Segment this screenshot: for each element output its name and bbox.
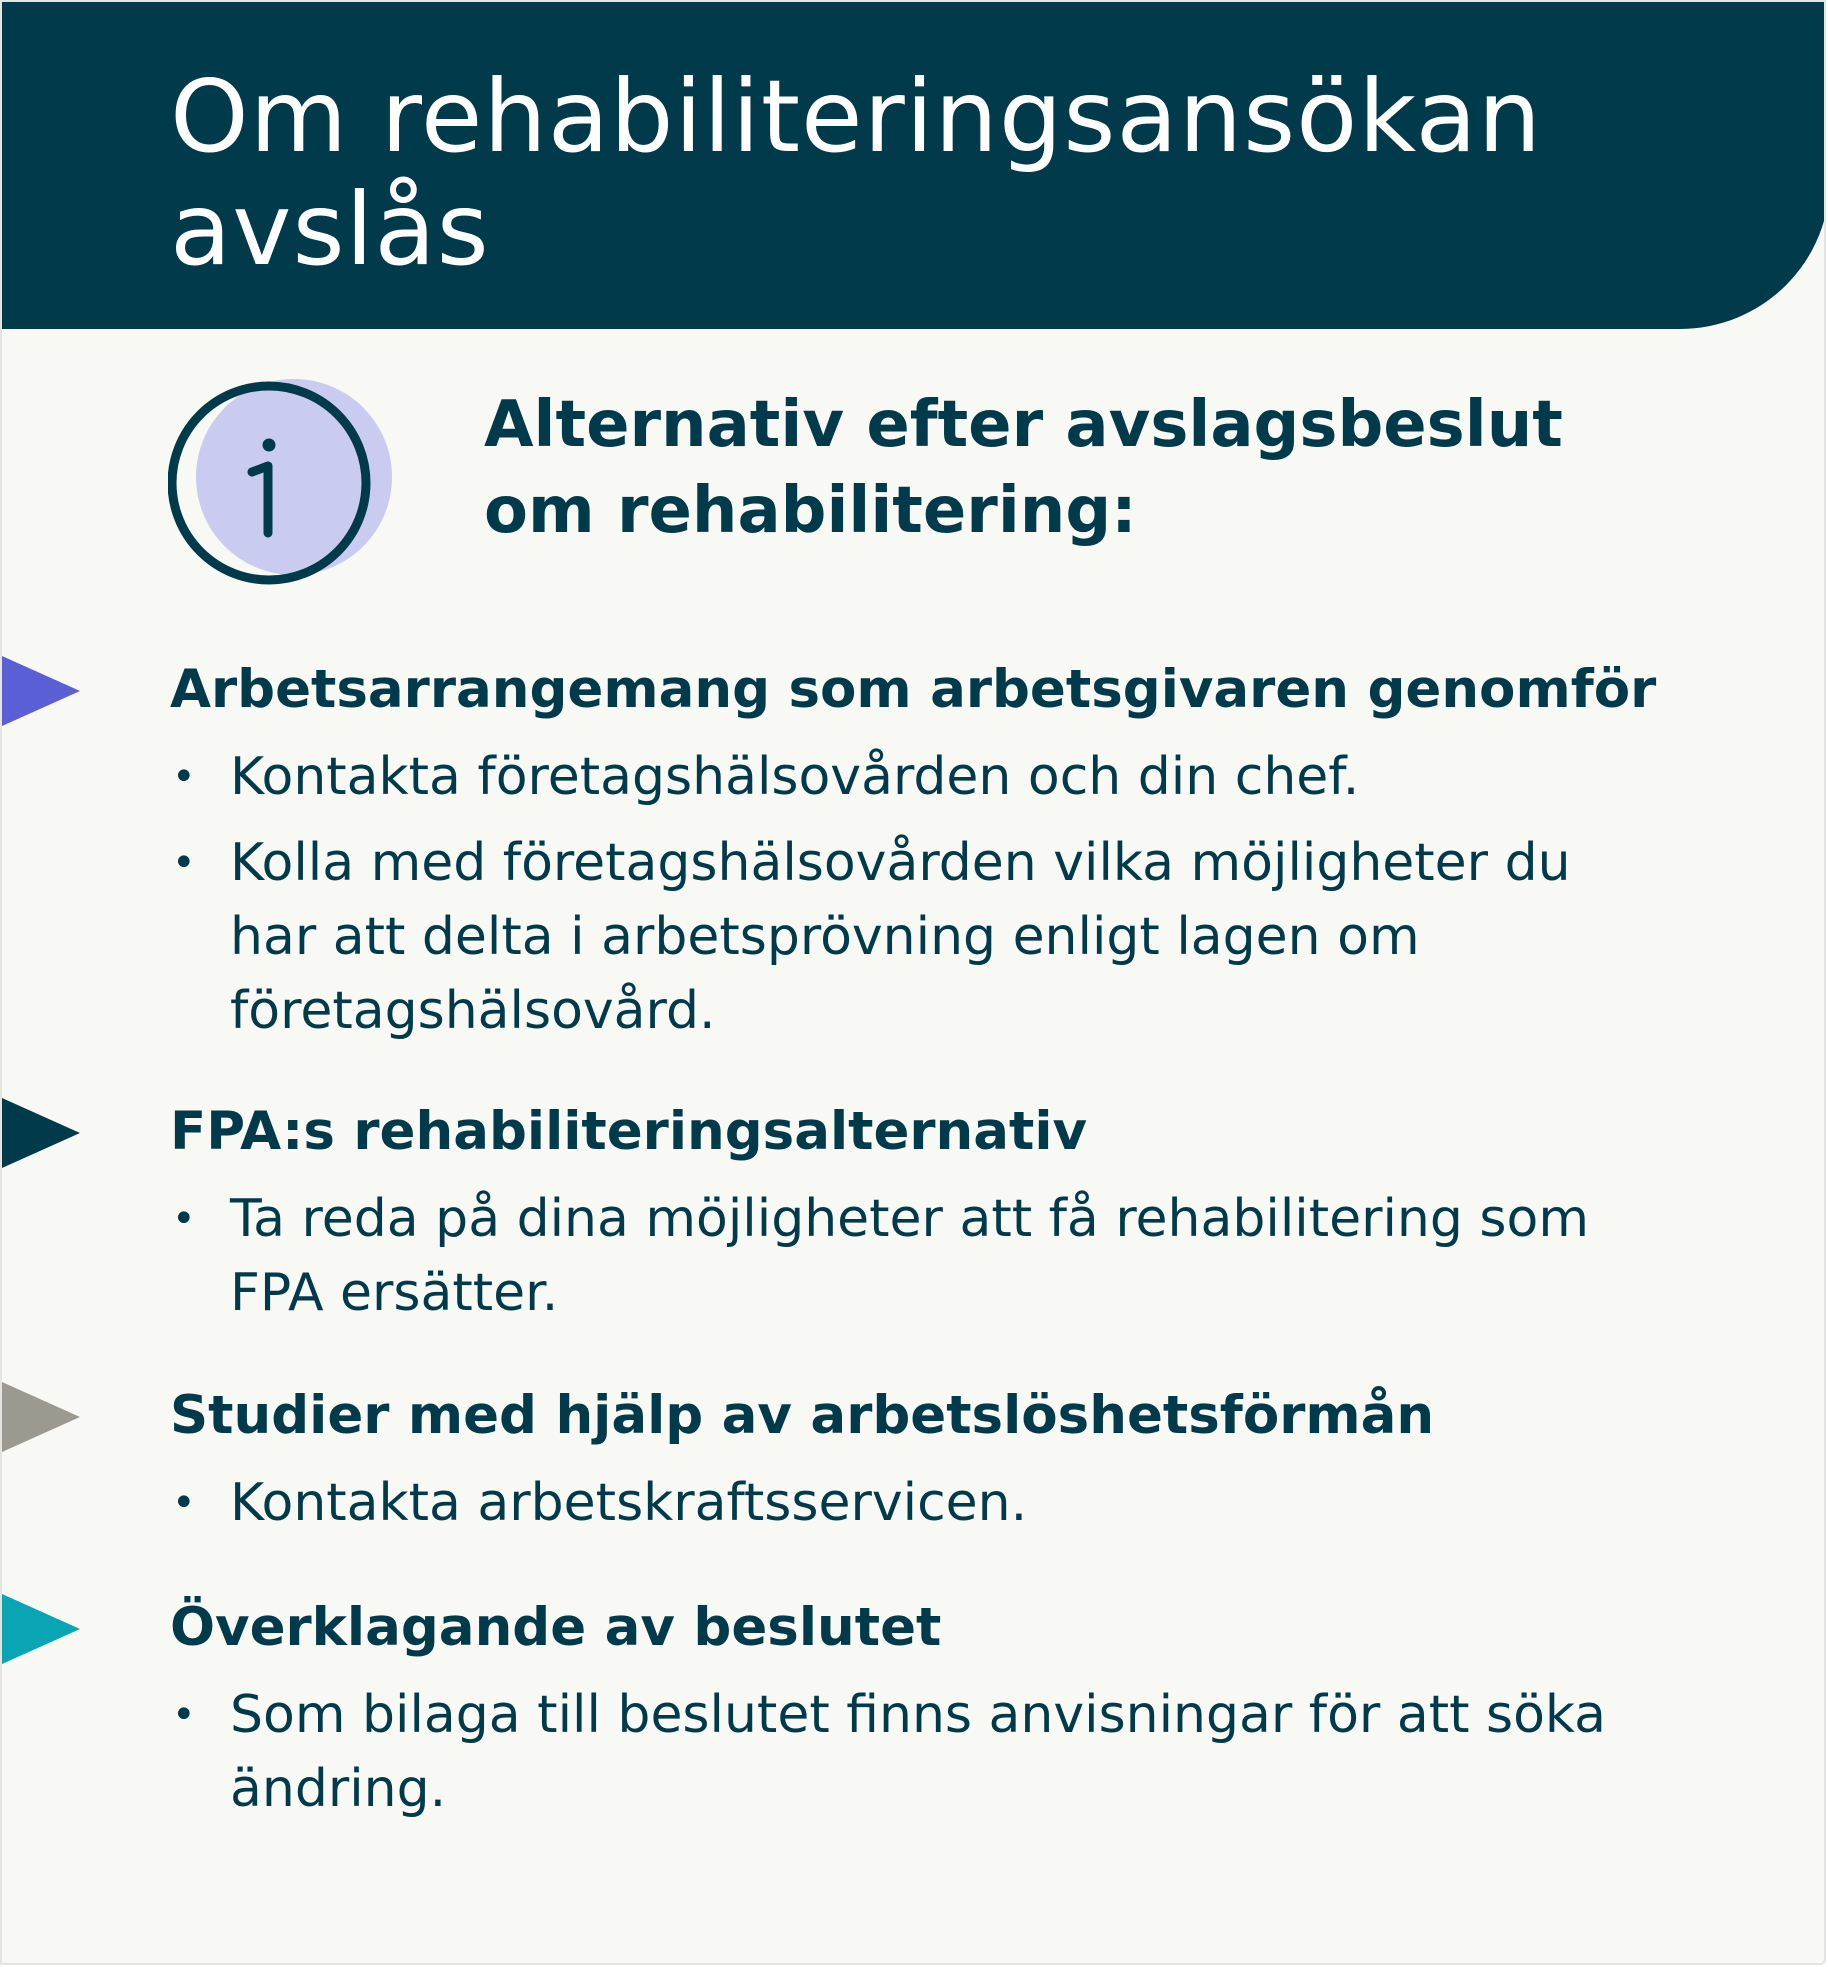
arrow-marker-icon xyxy=(2,1098,82,1168)
header-banner xyxy=(2,2,1826,329)
bullet-list xyxy=(170,740,1640,1060)
info-icon xyxy=(168,365,418,590)
arrow-marker-icon xyxy=(2,656,82,726)
bullet-icon: • xyxy=(172,840,196,886)
bullet-icon: • xyxy=(172,1480,196,1526)
list-item xyxy=(170,1182,1640,1330)
section-heading: Studier med hjälp av arbetslöshetsförmån xyxy=(170,1385,1435,1446)
bullet-list xyxy=(170,1182,1640,1342)
page-title-line-1: Om rehabiliteringsansökan xyxy=(170,58,1543,175)
list-item xyxy=(170,1678,1640,1826)
list-item-text: Som bilaga till beslutet finns anvisningar för att söka ändring. xyxy=(230,1685,1606,1819)
list-item xyxy=(170,826,1640,1048)
list-item-text: Kolla med företagshälsovården vilka möjligheter du har att delta i arbetsprövning enligt lagen om företagshälsovård. xyxy=(230,833,1571,1041)
bullet-list xyxy=(170,1678,1640,1838)
list-item xyxy=(170,740,1640,814)
list-item-text: Kontakta företagshälsovården och din chef. xyxy=(230,747,1360,807)
arrow-marker-icon xyxy=(2,1594,82,1664)
bullet-list xyxy=(170,1466,1640,1552)
page-title-line-2: avslås xyxy=(170,171,490,288)
list-item-text: Ta reda på dina möjligheter att få rehabilitering som FPA ersätter. xyxy=(230,1189,1589,1323)
list-item xyxy=(170,1466,1640,1540)
info-heading xyxy=(484,382,1734,554)
info-heading-line-2: om rehabilitering: xyxy=(484,474,1137,548)
list-item-text: Kontakta arbetskraftsservicen. xyxy=(230,1473,1028,1533)
bullet-icon: • xyxy=(172,1692,196,1738)
section-heading: FPA:s rehabiliteringsalternativ xyxy=(170,1101,1088,1162)
info-heading-line-1: Alternativ efter avslagsbeslut xyxy=(484,388,1563,462)
arrow-marker-icon xyxy=(2,1382,82,1452)
bullet-icon: • xyxy=(172,1196,196,1242)
section-heading: Arbetsarrangemang som arbetsgivaren genomför xyxy=(170,659,1657,720)
section-heading: Överklagande av beslutet xyxy=(170,1597,942,1658)
bullet-icon: • xyxy=(172,754,196,800)
page-title xyxy=(170,60,1770,286)
